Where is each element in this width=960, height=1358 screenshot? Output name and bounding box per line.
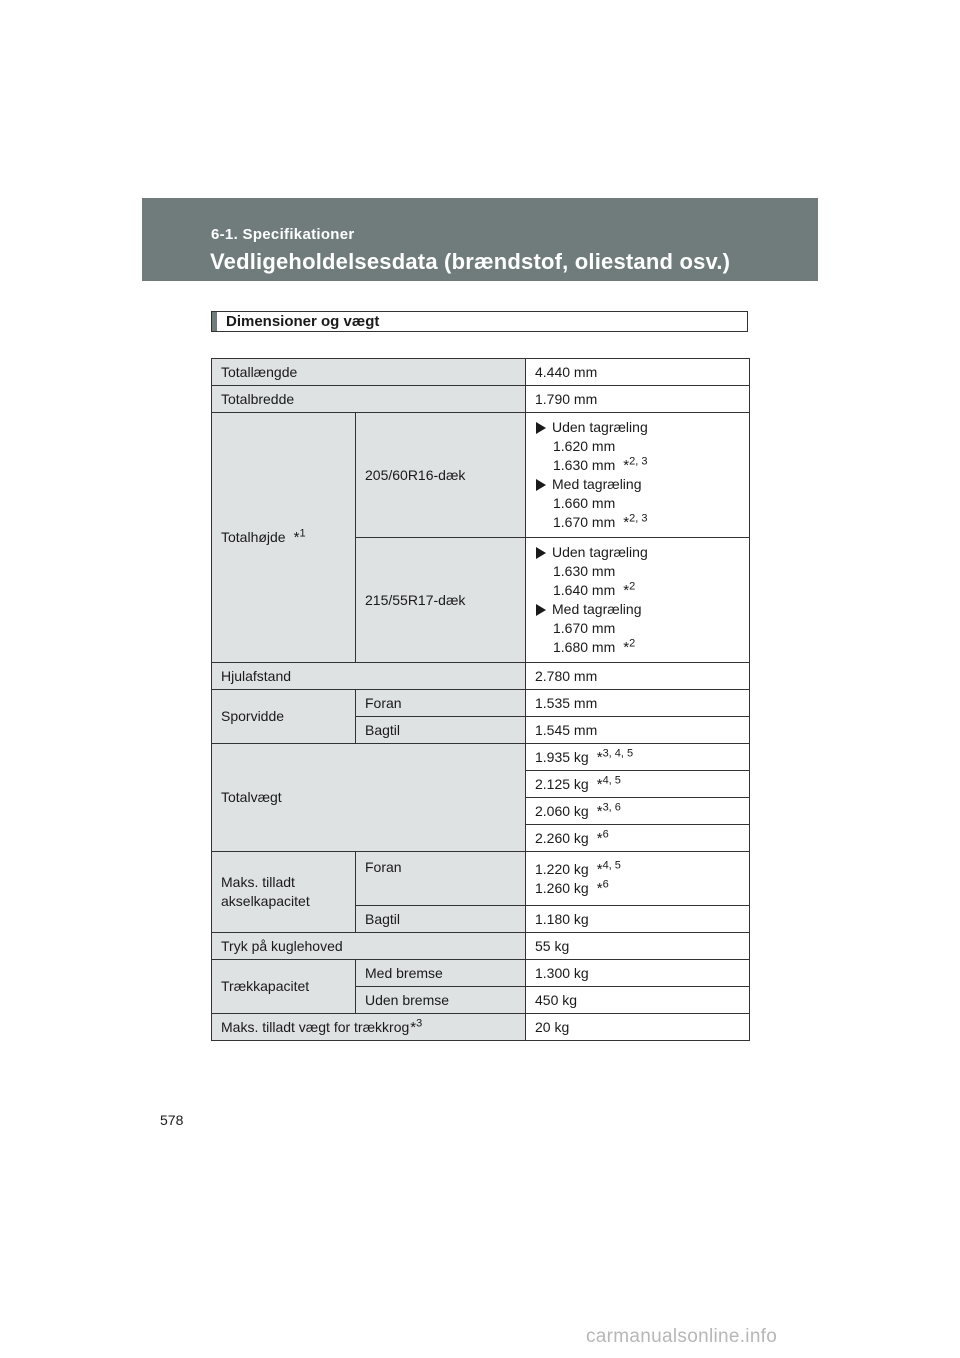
value-line [535, 513, 740, 532]
value-line [535, 638, 740, 657]
tire-205-label: 205/60R16-dæk [356, 413, 526, 538]
wheelbase-value: 2.780 mm [526, 663, 750, 690]
table-row [212, 413, 750, 538]
axle-rear-value: 1.180 kg [526, 906, 750, 933]
towing-with-brake-label: Med bremse [356, 960, 526, 987]
axle-capacity-label [212, 852, 356, 933]
triangle-right-icon [536, 604, 546, 616]
total-weight-value [526, 771, 750, 798]
track-front-label: Foran [356, 690, 526, 717]
footnote-ref: 6 [602, 877, 609, 890]
track-front-value: 1.535 mm [526, 690, 750, 717]
towing-without-brake-value: 450 kg [526, 987, 750, 1014]
subsection-title: Dimensioner og vægt [226, 313, 380, 330]
track-rear-label: Bagtil [356, 717, 526, 744]
asterisk-icon: * [596, 775, 603, 793]
tire-215-label: 215/55R17-dæk [356, 538, 526, 663]
value-text: 1.640 mm [553, 582, 616, 598]
value-text: 2.260 kg [535, 829, 589, 846]
value-text: 2.125 kg [535, 775, 589, 792]
value-text: 1.260 kg [535, 879, 589, 896]
page-number: 578 [160, 1112, 184, 1128]
asterisk-icon: * [596, 748, 603, 766]
total-length-value: 4.440 mm [526, 359, 750, 386]
ball-pressure-value: 55 kg [526, 933, 750, 960]
tow-hook-label: Maks. tilladt vægt for trækkrog [221, 1018, 410, 1035]
towing-with-brake-value: 1.300 kg [526, 960, 750, 987]
tow-hook-value: 20 kg [526, 1014, 750, 1041]
asterisk-icon: * [623, 582, 630, 599]
specs-table [211, 358, 750, 1041]
axle-rear-label: Bagtil [356, 906, 526, 933]
tow-hook-cell [212, 1014, 526, 1041]
section-label: 6-1. Specifikationer [211, 226, 355, 243]
footnote-ref: 3, 4, 5 [602, 746, 634, 759]
asterisk-icon: * [596, 860, 603, 878]
footnote-ref: 3 [416, 1016, 423, 1029]
label-line: Maks. tilladt [221, 874, 295, 890]
watermark: carmanualsonline.info [586, 1326, 778, 1347]
value-line: 1.630 mm [553, 563, 616, 579]
value-text: 2.060 kg [535, 802, 589, 819]
value-line: 1.670 mm [553, 620, 616, 636]
asterisk-icon: * [293, 529, 300, 546]
list-item [535, 418, 740, 437]
table-row [212, 359, 750, 386]
asterisk-icon: * [596, 879, 603, 897]
value-text: 1.630 mm [553, 457, 616, 473]
table-row [212, 960, 750, 987]
triangle-right-icon [536, 422, 546, 434]
value-line [535, 581, 740, 600]
option-label: Med tagræling [552, 476, 642, 492]
footnote-ref: 2, 3 [629, 512, 648, 525]
total-weight-value [526, 825, 750, 852]
total-weight-value [526, 798, 750, 825]
value-line: 1.620 mm [553, 438, 616, 454]
asterisk-icon: * [623, 514, 630, 531]
value-text: 1.670 mm [553, 514, 616, 530]
value-line [535, 860, 740, 879]
total-weight-label: Totalvægt [212, 744, 526, 852]
triangle-right-icon [536, 547, 546, 559]
list-item [535, 600, 740, 619]
asterisk-icon: * [623, 639, 630, 656]
towing-without-brake-label: Uden bremse [356, 987, 526, 1014]
value-text: 1.220 kg [535, 860, 589, 877]
footnote-ref: 6 [602, 827, 609, 840]
wheelbase-label: Hjulafstand [212, 663, 526, 690]
triangle-right-icon [536, 479, 546, 491]
asterisk-icon: * [596, 802, 603, 820]
table-row [212, 690, 750, 717]
total-weight-value [526, 744, 750, 771]
subsection-heading [211, 311, 748, 332]
footnote-ref: 1 [299, 527, 306, 540]
track-rear-value: 1.545 mm [526, 717, 750, 744]
footnote-ref: 2, 3 [629, 455, 648, 468]
total-height-cell [212, 413, 356, 663]
towing-label: Trækkapacitet [212, 960, 356, 1014]
table-row [212, 1014, 750, 1041]
value-line [535, 456, 740, 475]
total-width-label: Totalbredde [212, 386, 526, 413]
footnote-ref: 4, 5 [602, 858, 621, 871]
list-item [535, 475, 740, 494]
asterisk-icon: * [623, 457, 630, 474]
total-height-label: Totalhøjde [221, 529, 286, 545]
label-line: akselkapacitet [221, 893, 310, 909]
total-length-label: Totallængde [212, 359, 526, 386]
footnote-ref: 2 [629, 580, 636, 593]
axle-front-values [526, 852, 750, 906]
asterisk-icon: * [410, 1018, 417, 1036]
asterisk-icon: * [596, 829, 603, 847]
option-label: Med tagræling [552, 601, 642, 617]
value-line: 1.660 mm [553, 495, 616, 511]
axle-front-label: Foran [356, 852, 526, 906]
table-row [212, 852, 750, 906]
track-label: Sporvidde [212, 690, 356, 744]
page-title: Vedligeholdelsesdata (brændstof, oliestand osv.) [210, 249, 731, 274]
option-label: Uden tagræling [552, 419, 648, 435]
table-row [212, 744, 750, 771]
ball-pressure-label: Tryk på kuglehoved [212, 933, 526, 960]
option-label: Uden tagræling [552, 544, 648, 560]
value-text: 1.935 kg [535, 748, 589, 765]
table-row [212, 663, 750, 690]
table-row [212, 933, 750, 960]
value-line [535, 879, 740, 898]
tire-205-values [526, 413, 750, 538]
list-item [535, 543, 740, 562]
total-width-value: 1.790 mm [526, 386, 750, 413]
footnote-ref: 3, 6 [602, 800, 621, 813]
footnote-ref: 4, 5 [602, 773, 621, 786]
subsection-accent-bar [212, 312, 217, 331]
tire-215-values [526, 538, 750, 663]
value-text: 1.680 mm [553, 639, 616, 655]
table-row [212, 386, 750, 413]
footnote-ref: 2 [629, 637, 636, 650]
